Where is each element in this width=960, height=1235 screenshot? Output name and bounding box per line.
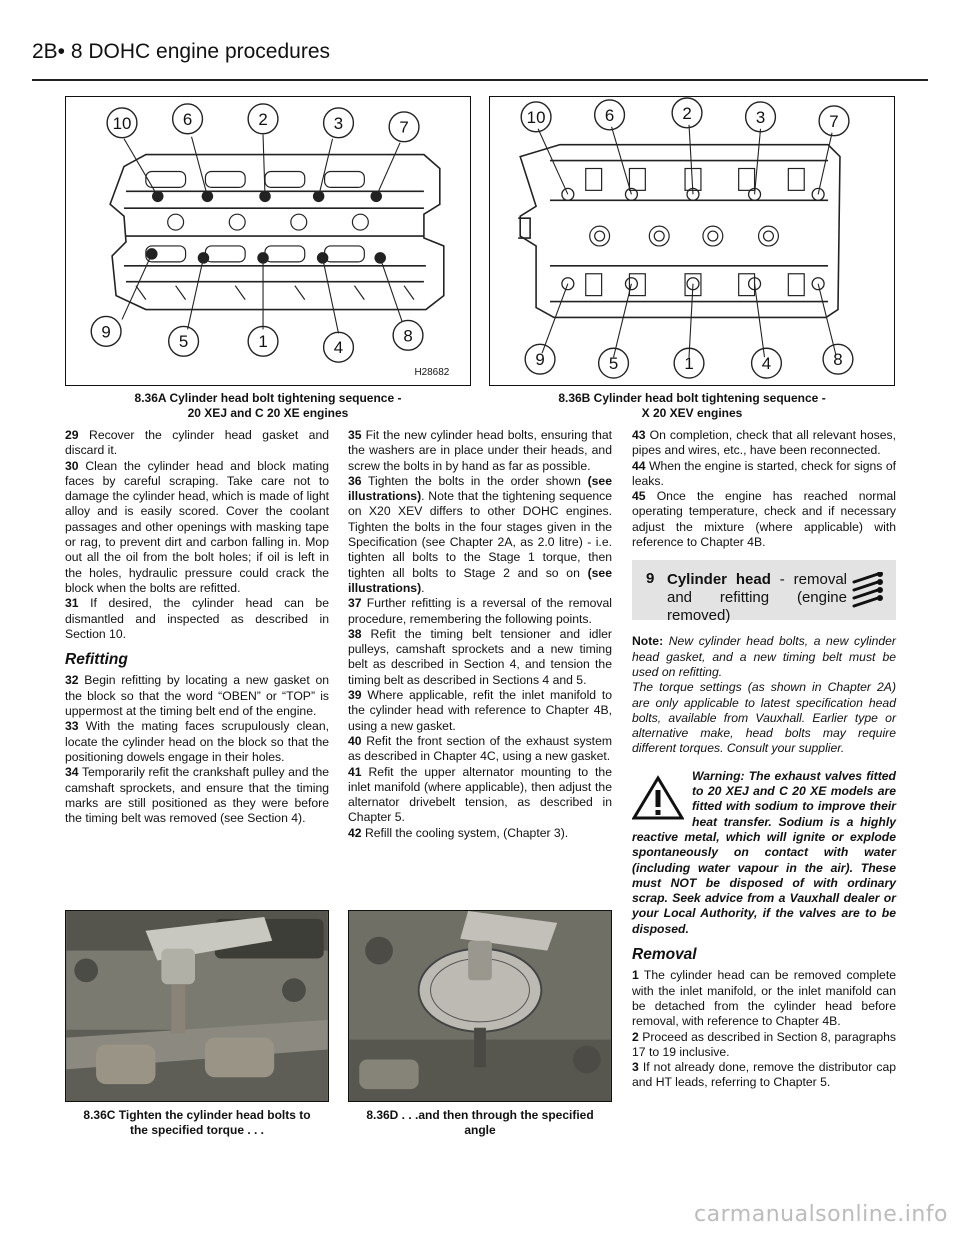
- subheading-removal: Removal: [632, 946, 697, 964]
- bolt-label: 1: [258, 332, 268, 352]
- photo-8-36c: [65, 910, 329, 1102]
- bolt-label: 2: [682, 103, 692, 123]
- subheading-refitting: Refitting: [65, 651, 128, 669]
- warning-text: Warning: The exhaust valves fitted to 20 XEJ and C 20 XE models are fitted with sodium to improve their heat transfer. Sodium is a highly reactive metal, which will ignite or explode spontaneously on contact with water (including water vapour in the air). These must NOT be disposed of with ordinary scrap. Seek advice from a Vauxhall dealer or your Local Authority, if the valves are to be disposed.: [632, 768, 896, 936]
- bolt-label: 1: [684, 354, 694, 374]
- bolt-label: 4: [761, 354, 772, 374]
- cylinder-head-drawing-b: [490, 97, 894, 385]
- bolt-label: 2: [258, 109, 268, 129]
- cylinder-head-drawing-a: [66, 97, 470, 385]
- bolt-label: 7: [399, 117, 409, 137]
- caption-8-36a: 8.36A Cylinder head bolt tightening sequence - 20 XEJ and C 20 XE engines: [134, 391, 402, 420]
- bolt-label: 5: [608, 354, 619, 374]
- bolt-label: 9: [535, 350, 545, 370]
- text-column-3: 43 On completion, check that all relevant hoses, pipes and wires, etc., have been reconnected. 44 When the engine is started, check for signs of leaks. 45 Once the engine has reached normal operating temperature, check and if necessary adjust the mixture (where applicable) with reference to Chapter 4B. 9 Cylinder head - removal and refitting (engine removed) Note: New cylinder head bolts, a new cylinder head gasket, and a new timing belt must be used on refitting. The torque settings (as shown in Chapter 2A) are only applicable to latest specification head bolts, available from Vauxhall. Earlier type or alternative make, head bolts may require different torques. Consult your supplier. Warning: The exhaust valves fitted to 20 XEJ and C 20 XE models are fitted with sodium to improve their heat transfer. Sodium is a highly reactive metal, which will ignite or explode spontaneously on contact with water (including water vapour in the air). These must NOT be disposed of with ordinary scrap. Seek advice from a Vauxhall dealer or your Local Authority, if the valves are to be disposed. Removal 1 The cylinder head can be removed complete with the inlet manifold, or the inlet manifold can be detached from the cylinder head before removal, with reference to Chapter 4B. 2 Proceed as described in Section 8, paragraphs 17 to 19 inclusive. 3 If not already done, remove the distributor cap and HT leads, referring to Chapter 5.: [632, 428, 896, 1090]
- bolt-label: 10: [112, 113, 132, 133]
- figure-code: H28682: [414, 367, 450, 379]
- header-rule: [32, 79, 928, 81]
- caption-8-36c: 8.36C Tighten the cylinder head bolts to the specified torque . . .: [83, 1108, 311, 1137]
- bolt-label: 6: [604, 105, 615, 125]
- bolt-label: 6: [182, 109, 193, 129]
- section-heading-9: [632, 560, 896, 625]
- bolt-label: 3: [333, 113, 344, 133]
- section-number: 9: [646, 570, 655, 588]
- difficulty-spanners-icon: [850, 572, 884, 612]
- figure-8-36a: [65, 96, 471, 386]
- bolt-label: 4: [333, 338, 344, 358]
- bolt-label: 3: [755, 107, 766, 127]
- photo-torque-wrench-image: [66, 911, 328, 1101]
- photo-8-36d: [348, 910, 612, 1102]
- warning-triangle-icon: [632, 775, 684, 821]
- text-column-1: 29 Recover the cylinder head gasket and discard it. 30 Clean the cylinder head and block mating faces by careful scraping. Take care not to damage the cylinder head, which is made of light alloy and is easily scored. Cover the coolant passages and other openings with masking tape or rag, to prevent dirt and carbon falling in. Mop out all the oil from the bolt holes; if oil is left in the holes, hydraulic pressure could crack the block when the bolts are refitted. 31 If desired, the cylinder head can be dismantled and inspected as described in Section 10. Refitting 32 Begin refitting by locating a new gasket on the block so that the word “OBEN” or “TOP” is uppermost at the timing belt end of the engine. 33 With the mating faces scrupulously clean, locate the cylinder head on the block so that the positioning dowels engage in their holes. 34 Temporarily refit the crankshaft pulley and the camshaft sprockets, and ensure that the timing marks are still positioned as they were before the timing belt was removed (see Section 4).: [65, 428, 330, 826]
- warning-block: [632, 769, 896, 937]
- photo-angle-gauge-image: [349, 911, 611, 1101]
- text-column-2: 35 Fit the new cylinder head bolts, ensuring that the washers are in place under their heads, and screw the bolts in by hand as far as possible. 36 Tighten the bolts in the order shown (see illustrations). Note that the tightening sequence on X20 XEV differs to other DOHC engines. Tighten the bolts in the four stages given in the Specification (see Chapter 2A, as 2.0 litre) - i.e. tighten all bolts to the Stage 1 torque, then tighten all bolts to Stage 2 and so on (see illustrations). 37 Further refitting is a reversal of the removal procedure, remembering the following points. 38 Refit the timing belt tensioner and idler pulleys, camshaft sprockets and a new timing belt as described in Section 4, and tension the timing belt as described in Sections 4 and 5. 39 Where applicable, refit the inlet manifold to the cylinder head with reference to Chapter 4B, using a new gasket. 40 Refit the front section of the exhaust system as described in Chapter 4C, using a new gasket. 41 Refit the upper alternator mounting to the inlet manifold (where applicable), then adjust the alternator drivebelt tension, as described in Chapter 5. 42 Refill the cooling system, (Chapter 3).: [348, 428, 613, 840]
- bolt-label: 9: [101, 322, 111, 342]
- caption-8-36d: 8.36D . . .and then through the specified angle: [366, 1108, 594, 1137]
- bolt-label: 10: [526, 107, 546, 127]
- watermark: carmanualsonline.info: [694, 1202, 948, 1227]
- figure-8-36b: [489, 96, 895, 386]
- note: Note: New cylinder head bolts, a new cylinder head gasket, and a new timing belt must be used on refitting. The torque settings (as shown in Chapter 2A) are only applicable to latest specification head bolts, available from Vauxhall. Earlier type or alternative make, head bolts may require different torques. Consult your supplier.: [632, 634, 896, 756]
- bolt-label: 7: [829, 111, 839, 131]
- caption-8-36b: 8.36B Cylinder head bolt tightening sequence - X 20 XEV engines: [558, 391, 826, 420]
- bolt-label: 8: [833, 350, 843, 370]
- bolt-label: 8: [403, 326, 413, 346]
- page-header: 2B• 8 DOHC engine procedures: [32, 40, 331, 63]
- section-title: Cylinder head - removal and refitting (engine removed): [667, 571, 847, 625]
- bolt-label: 5: [178, 332, 189, 352]
